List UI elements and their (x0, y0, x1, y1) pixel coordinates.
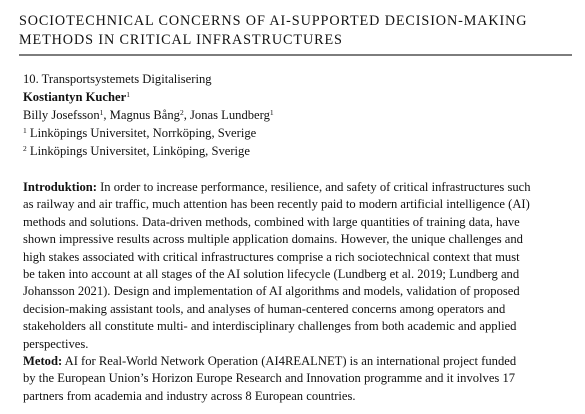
text-line: AI for Real-World Network Operation (AI4REALNET) is an international project funded (62, 354, 517, 369)
affiliation-text: Linköpings Universitet, Norrköping, Sverige (26, 126, 257, 140)
text-line: In order to increase performance, resilience, and safety of critical infrastructures such (96, 180, 531, 194)
text-line: decision-making assistant tools, and analyses of human-centered concerns among operators and (23, 301, 506, 316)
text-line: be taken into account at all stages of the AI solution lifecycle (Lundberg et al. 2019; Lundberg and (23, 267, 520, 282)
text-line: partners from academia and industry across 8 European countries. (23, 388, 356, 403)
affiliation-mark: 2 (23, 144, 27, 153)
affiliation (23, 142, 573, 160)
presenter (23, 88, 573, 106)
affiliation-mark: 1 (23, 126, 27, 135)
introduction-label: Introduktion: (23, 180, 97, 194)
coauthor-name: Billy Josefsson (23, 108, 100, 122)
coauthor-affiliation-mark: 1 (269, 108, 274, 117)
coauthor-list (23, 106, 573, 124)
session-label: 10. Transportsystemets Digitalisering (23, 72, 212, 86)
paper-title (19, 12, 572, 56)
affiliation-text: Linköpings Universitet, Linköping, Sverige (26, 144, 250, 158)
text-line: by the European Union’s Horizon Europe Research and Innovation programme and it involves 17 (23, 371, 516, 386)
introduction-text (23, 180, 531, 351)
text-line: as railway and air traffic, much attention has been recently paid to modern artificial intelligence (AI) (23, 197, 530, 212)
coauthor-affiliation-mark: 1 (99, 108, 104, 117)
text-line: stakeholders all constitute multi- and interdisciplinary challenges from both academic and applied (23, 319, 517, 334)
title-line-1: SOCIOTECHNICAL CONCERNS OF AI-SUPPORTED DECISION-MAKING (19, 13, 528, 29)
presenter-affiliation-mark: 1 (126, 90, 130, 99)
text-line: shown impressive results across multiple application domains. However, the unique challenges and (23, 232, 523, 247)
text-line: Johansson 2021). Design and implementation of AI algorithms and models, validation of proposed (23, 284, 520, 299)
coauthor-affiliation-mark: 2 (179, 108, 184, 117)
author-block (23, 70, 573, 160)
abstract-body (23, 179, 568, 405)
coauthor-name: Jonas Lundberg (190, 108, 270, 122)
method-label: Metod: (23, 354, 63, 369)
coauthor-separator: , (183, 108, 191, 122)
presenter-name: Kostiantyn Kucher (23, 90, 127, 104)
method-text (23, 354, 516, 403)
method-paragraph (23, 353, 568, 405)
affiliation (23, 124, 573, 142)
text-line: perspectives. (23, 336, 89, 351)
introduction-paragraph (23, 179, 568, 353)
text-line: methods and solutions. Data-driven methods, combined with large quantities of training data, have (23, 214, 520, 229)
text-line: high stakes associated with critical infrastructures comprise a rich sociotechnical context that must (23, 249, 520, 264)
coauthor-name: Magnus Bång (109, 108, 180, 122)
coauthor-separator: , (103, 108, 110, 122)
title-line-2: METHODS IN CRITICAL INFRASTRUCTURES (19, 32, 343, 48)
